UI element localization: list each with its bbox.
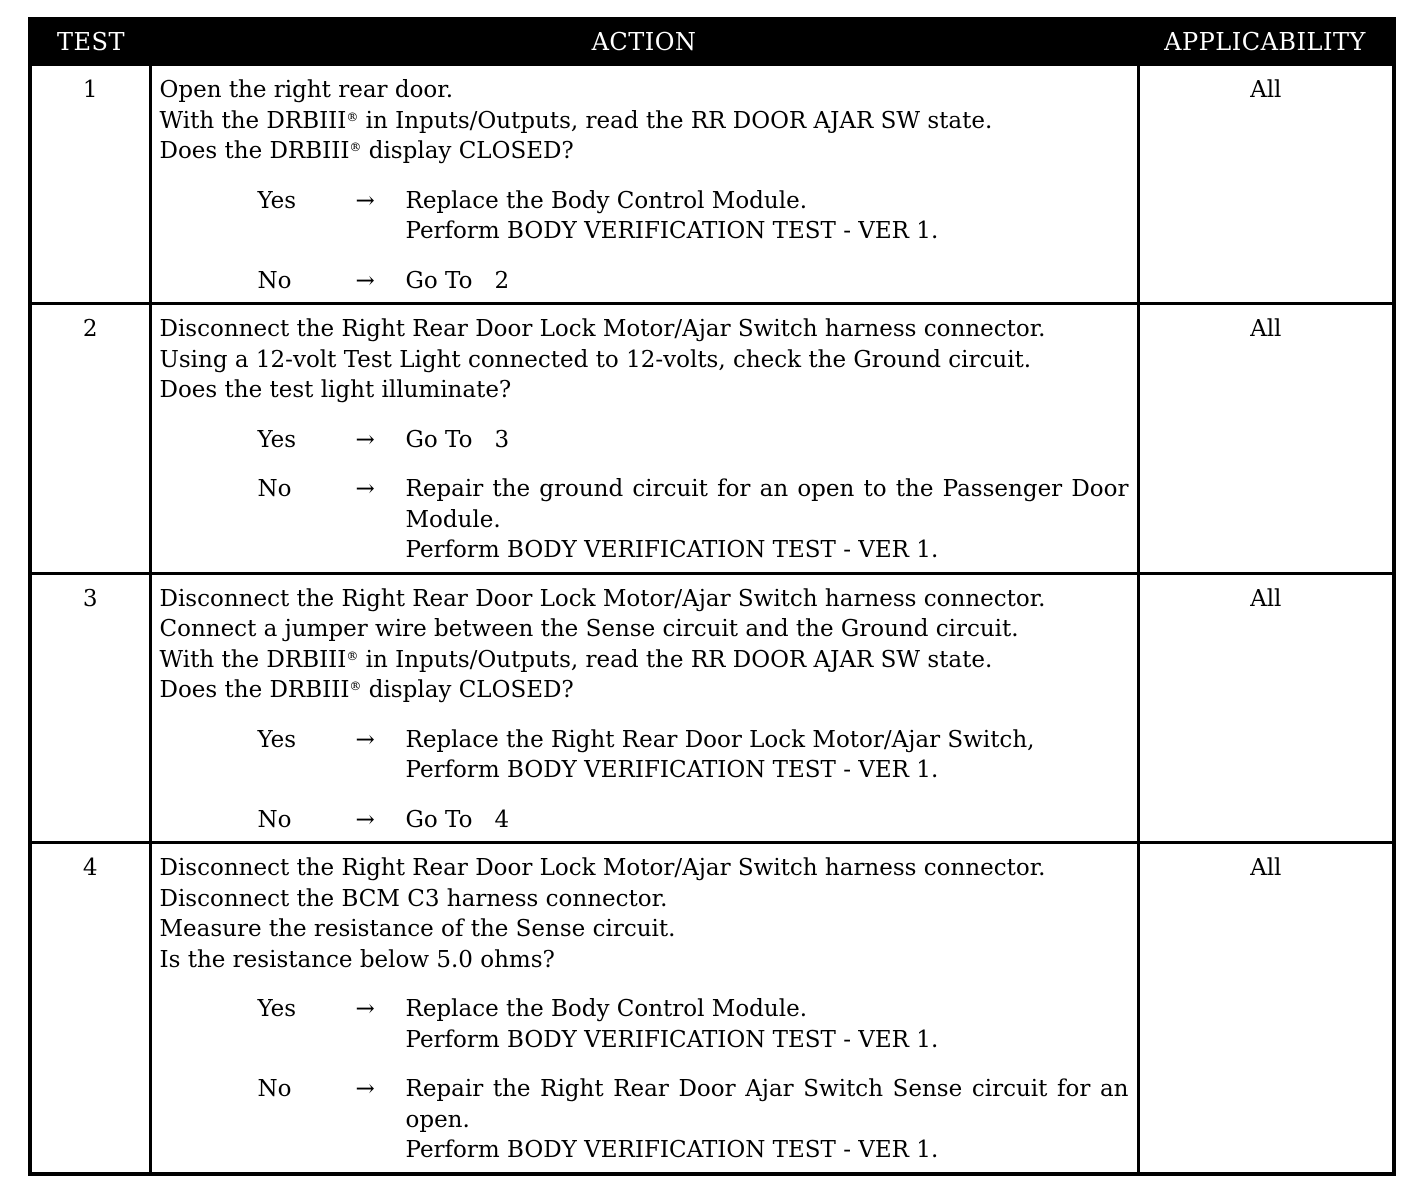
table-header-row — [30, 19, 1394, 65]
go-to-text: Go To — [405, 426, 473, 453]
no-label: No — [257, 267, 292, 294]
arrow-icon: → — [355, 1076, 375, 1102]
yes-result-line: Perform BODY VERIFICATION TEST - VER 1. — [405, 1026, 939, 1053]
action-steps — [160, 584, 1129, 706]
registered-mark: ® — [346, 109, 359, 124]
action-cell — [150, 65, 1138, 304]
yes-outcome — [160, 725, 1129, 786]
yes-result-line: Replace the Body Control Module. — [405, 996, 808, 1022]
action-cell — [150, 843, 1138, 1174]
table-body — [30, 65, 1394, 1174]
yes-result-line: Perform BODY VERIFICATION TEST - VER 1. — [405, 218, 939, 244]
test-number: 3 — [30, 573, 150, 843]
applicability-cell: All — [1138, 65, 1394, 304]
action-step: Does the DRBIII® display CLOSED? — [159, 677, 574, 703]
no-result — [406, 805, 1129, 836]
no-result — [406, 474, 1129, 566]
go-to-step-link[interactable]: 4 — [494, 806, 510, 833]
no-result-line: Repair the Right Rear Door Ajar Switch Sense circuit for an open. — [405, 1076, 1129, 1133]
no-label: No — [257, 806, 292, 833]
yes-outcome — [160, 425, 1129, 456]
yes-label: Yes — [257, 187, 297, 214]
go-to-step-link[interactable]: 2 — [494, 267, 510, 294]
yes-outcome — [160, 186, 1129, 247]
registered-mark: ® — [346, 648, 359, 663]
test-number: 4 — [30, 843, 150, 1174]
yes-label: Yes — [257, 426, 297, 453]
action-step: Disconnect the Right Rear Door Lock Motor/Ajar Switch harness connector. — [159, 855, 1046, 881]
no-outcome — [160, 805, 1129, 836]
action-cell — [150, 304, 1138, 574]
header-test: TEST — [30, 19, 150, 65]
action-step: Open the right rear door. — [159, 77, 454, 103]
yes-result — [406, 994, 1129, 1055]
no-result — [406, 1074, 1129, 1166]
arrow-icon: → — [355, 726, 375, 753]
action-steps — [160, 853, 1129, 975]
registered-mark: ® — [349, 679, 362, 693]
no-result-line: Perform BODY VERIFICATION TEST - VER 1. — [405, 537, 939, 563]
action-step: Measure the resistance of the Sense circuit. — [159, 916, 676, 942]
arrow-icon: → — [355, 806, 375, 833]
go-to-text: Go To — [405, 806, 473, 833]
test-number: 2 — [30, 304, 150, 574]
header-applicability: APPLICABILITY — [1138, 19, 1394, 65]
applicability-cell: All — [1138, 843, 1394, 1174]
action-step: Using a 12-volt Test Light connected to 12-volts, check the Ground circuit. — [159, 346, 1032, 373]
action-step: With the DRBIII® in Inputs/Outputs, read the RR DOOR AJAR SW state. — [159, 646, 993, 673]
action-step: Disconnect the BCM C3 harness connector. — [159, 885, 668, 912]
no-outcome — [160, 1074, 1129, 1166]
action-step: Connect a jumper wire between the Sense circuit and the Ground circuit. — [159, 616, 1019, 642]
header-action: ACTION — [150, 19, 1138, 65]
yes-result — [406, 425, 1129, 456]
applicability-cell: All — [1138, 304, 1394, 574]
yes-result-line: Replace the Body Control Module. — [405, 187, 808, 214]
arrow-icon: → — [355, 426, 375, 453]
diagnostic-page — [28, 17, 1392, 1176]
yes-outcome — [160, 994, 1129, 1055]
yes-result — [406, 186, 1129, 247]
action-step: Does the DRBIII® display CLOSED? — [159, 138, 574, 164]
table-row — [30, 304, 1394, 574]
yes-label: Yes — [257, 996, 297, 1022]
yes-label: Yes — [257, 726, 297, 753]
test-number: 1 — [30, 65, 150, 304]
no-result-line: Repair the ground circuit for an open to the Passenger Door Module. — [405, 476, 1129, 533]
action-steps — [160, 75, 1129, 167]
action-step: With the DRBIII® in Inputs/Outputs, read the RR DOOR AJAR SW state. — [159, 107, 993, 134]
table-row — [30, 843, 1394, 1174]
action-steps — [160, 314, 1129, 406]
action-step: Disconnect the Right Rear Door Lock Motor/Ajar Switch harness connector. — [159, 585, 1046, 612]
action-step: Disconnect the Right Rear Door Lock Motor/Ajar Switch harness connector. — [159, 316, 1046, 342]
action-step: Does the test light illuminate? — [159, 377, 512, 403]
go-to-step-link[interactable]: 3 — [494, 426, 510, 453]
table-row — [30, 65, 1394, 304]
yes-result-line: Replace the Right Rear Door Lock Motor/Ajar Switch, — [405, 726, 1035, 753]
go-to-text: Go To — [405, 267, 473, 294]
yes-result-line: Perform BODY VERIFICATION TEST - VER 1. — [405, 757, 939, 783]
no-result-line: Perform BODY VERIFICATION TEST - VER 1. — [405, 1137, 939, 1163]
applicability-cell: All — [1138, 573, 1394, 843]
diagnostic-test-table — [28, 17, 1396, 1176]
no-outcome — [160, 474, 1129, 566]
no-label: No — [257, 1076, 292, 1102]
no-label: No — [257, 476, 292, 502]
arrow-icon: → — [355, 267, 375, 294]
arrow-icon: → — [355, 996, 375, 1022]
arrow-icon: → — [355, 187, 375, 214]
yes-result — [406, 725, 1129, 786]
registered-mark: ® — [349, 140, 362, 154]
table-row — [30, 573, 1394, 843]
arrow-icon: → — [355, 476, 375, 502]
action-cell — [150, 573, 1138, 843]
action-step: Is the resistance below 5.0 ohms? — [159, 946, 555, 973]
no-result — [406, 266, 1129, 297]
no-outcome — [160, 266, 1129, 297]
